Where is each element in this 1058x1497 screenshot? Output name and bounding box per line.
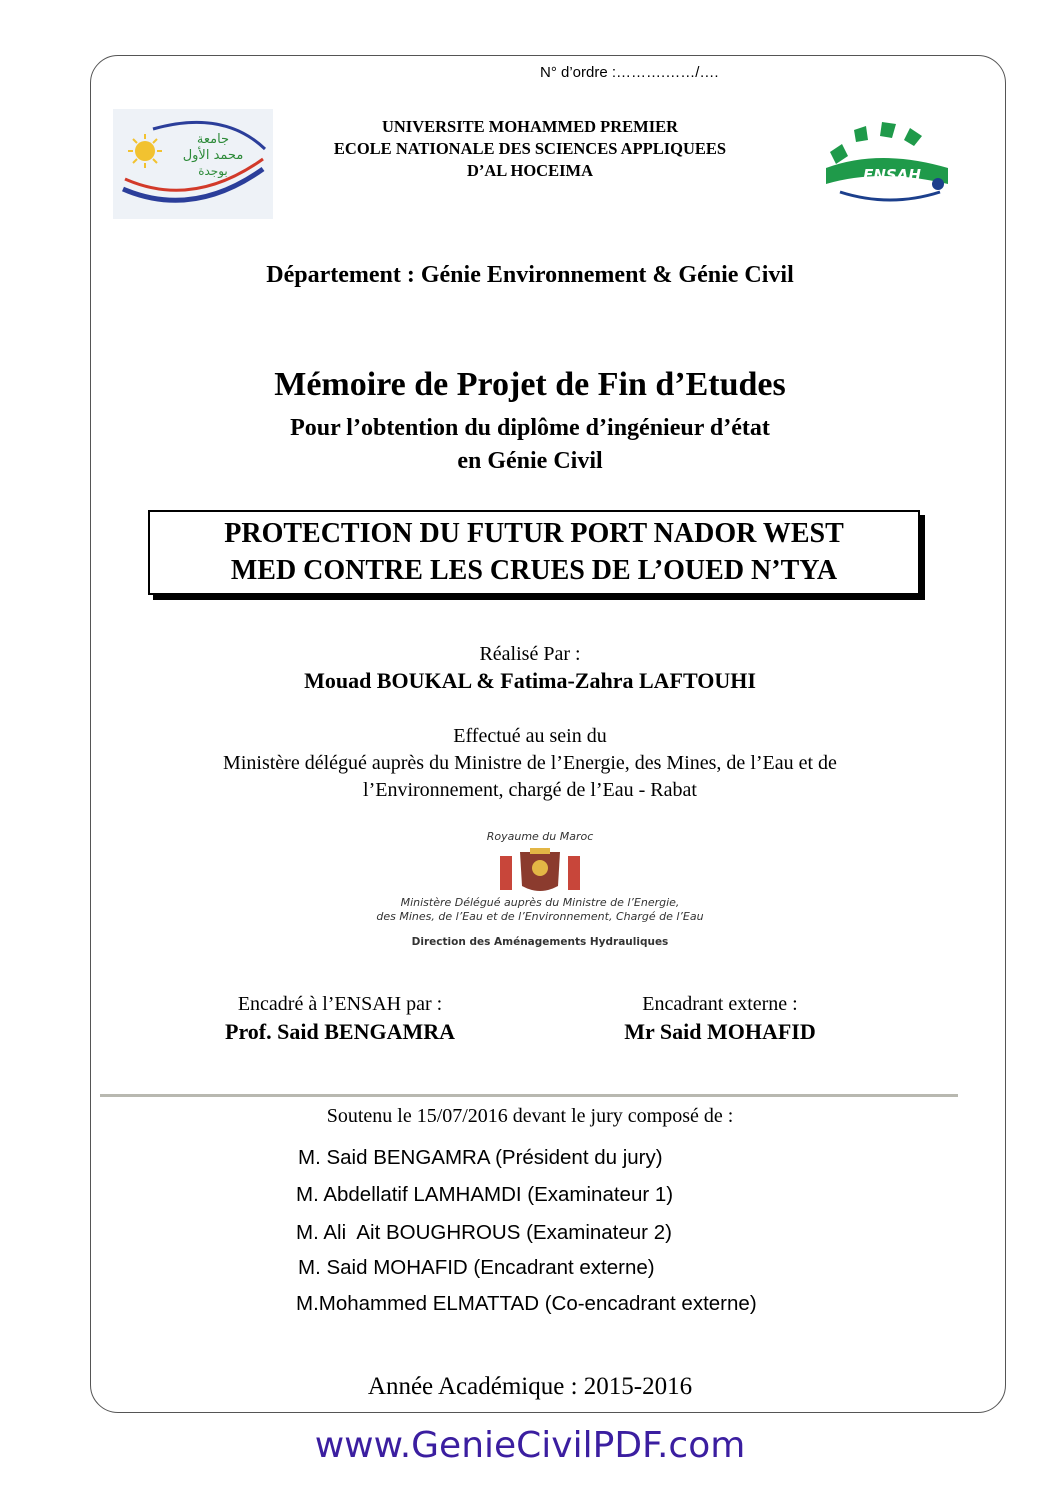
ministry-logo [300,826,780,956]
university-line: ECOLE NATIONALE DES SCIENCES APPLIQUEES [333,139,727,158]
department-title: Département : Génie Environnement & Génie Civil [266,262,794,288]
academic-year: Année Académique : 2015-2016 [367,1373,693,1400]
university-line: D’AL HOCEIMA [466,161,594,180]
host-line: Ministère délégué auprès du Ministre de l’Energie, des Mines, de l’Eau et de [223,752,837,774]
ensah-logo [820,118,955,208]
university-line: UNIVERSITE MOHAMMED PREMIER [381,117,679,136]
ensah-logo-graphic [820,118,955,208]
memoire-title: Mémoire de Projet de Fin d’Etudes [274,366,786,403]
diploma-line: Pour l’obtention du diplôme d’ingénieur d’état [290,415,770,441]
project-title-box [148,510,920,595]
realise-label: Réalisé Par : [479,643,581,665]
ensah-logo-text: ENSAH [863,166,921,184]
host-line: l’Environnement, chargé de l’Eau - Rabat [363,779,697,801]
diploma-subtitle [100,412,960,478]
project-title-line: MED CONTRE LES CRUES DE L’OUED N’TYA [230,555,838,586]
website-link[interactable]: www.GenieCivilPDF.com [314,1425,746,1466]
jury-member: M. Said BENGAMRA (Président du jury) [298,1146,663,1169]
external-supervisor-label: Encadrant externe : [642,993,798,1015]
external-supervisor-name: Mr Said MOHAFID [624,1019,816,1044]
host-label: Effectué au sein du [453,725,607,747]
diploma-line: en Génie Civil [457,448,603,474]
jury-member: M.Mohammed ELMATTAD (Co-encadrant externe) [296,1292,757,1315]
kingdom-label: Royaume du Maroc [486,830,594,843]
authors: Mouad BOUKAL & Fatima-Zahra LAFTOUHI [304,668,756,693]
project-title-line: PROTECTION DU FUTUR PORT NADOR WEST [224,518,844,549]
university-logo [113,109,273,219]
university-logo-graphic [113,109,273,219]
jury-member: M. Abdellatif LAMHAMDI (Examinateur 1) [296,1183,674,1206]
crest-icon [490,846,590,896]
ministry-line: des Mines, de l’Eau et de l’Environnement, Chargé de l’Eau [376,910,704,923]
internal-supervisor-name: Prof. Said BENGAMRA [225,1019,455,1044]
host-organization [100,723,960,804]
svg-text:محمد الأول: محمد الأول [182,148,244,163]
university-header [290,116,770,182]
section-divider [100,1094,958,1097]
svg-text:جامعة: جامعة [196,132,230,147]
direction-label: Direction des Aménagements Hydrauliques [411,936,669,948]
internal-supervisor-label: Encadré à l’ENSAH par : [237,993,443,1015]
svg-text:بوجدة: بوجدة [198,164,228,178]
ministry-line: Ministère Délégué auprès du Ministre de l’Energie, [400,896,680,909]
defense-intro: Soutenu le 15/07/2016 devant le jury composé de : [326,1105,734,1127]
order-number: N° d’ordre :……….……/…. [540,64,719,81]
jury-member: M. Said MOHAFID (Encadrant externe) [298,1256,655,1279]
jury-member: M. Ali Ait BOUGHROUS (Examinateur 2) [296,1221,672,1244]
